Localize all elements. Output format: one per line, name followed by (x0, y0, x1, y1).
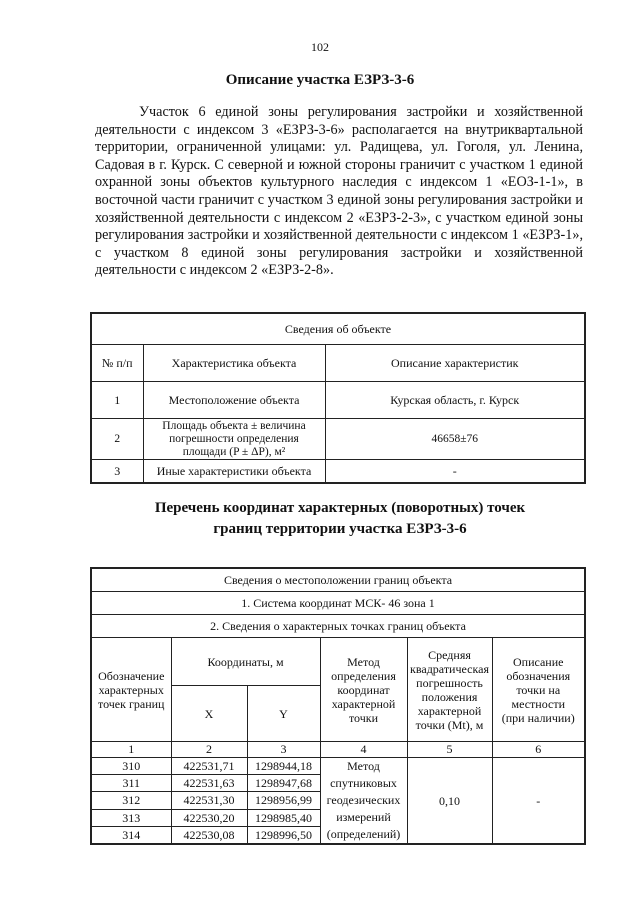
header-point-description (492, 638, 585, 742)
row-characteristic (143, 419, 325, 460)
header-x: X (171, 686, 247, 742)
header-line: Обозначение (98, 668, 165, 683)
x-value: 422530,20 (171, 809, 247, 826)
header-line: определения (331, 668, 396, 683)
header-line: точки (348, 710, 379, 725)
header-line: положения (421, 689, 478, 704)
y-value: 1298996,50 (247, 826, 320, 844)
x-value: 422531,63 (171, 775, 247, 792)
coord-system-caption: 1. Система координат МСК- 46 зона 1 (91, 592, 585, 615)
row-description: - (325, 460, 585, 484)
column-number: 3 (247, 742, 320, 758)
header-coordinates: Координаты, м (171, 638, 320, 686)
column-number: 2 (171, 742, 247, 758)
method-line: (определений) (326, 827, 401, 841)
column-number: 4 (320, 742, 407, 758)
column-number: 1 (91, 742, 171, 758)
point-id: 310 (91, 758, 171, 775)
y-value: 1298985,40 (247, 809, 320, 826)
char-line: погрешности определения (169, 432, 299, 445)
header-description: Описание характеристик (325, 345, 585, 382)
column-number: 6 (492, 742, 585, 758)
method-line: Метод (347, 759, 380, 773)
error-value: 0,10 (407, 758, 492, 845)
header-line: характерной (331, 696, 396, 711)
point-id: 314 (91, 826, 171, 844)
header-characteristic: Характеристика объекта (143, 345, 325, 382)
page-number: 102 (311, 40, 329, 54)
header-line: Средняя (428, 647, 471, 662)
row-number: 2 (91, 419, 143, 460)
header-line: обозначения (506, 668, 571, 683)
header-line: точки на (516, 682, 561, 697)
x-value: 422531,30 (171, 792, 247, 809)
char-line: площади (P ± ΔP), м² (182, 445, 286, 458)
list-title-line: Перечень координат характерных (поворотных) точек (154, 500, 526, 516)
point-id: 311 (91, 775, 171, 792)
y-value: 1298947,68 (247, 775, 320, 792)
header-line: координат (337, 682, 390, 697)
x-value: 422531,71 (171, 758, 247, 775)
header-line: местности (511, 696, 565, 711)
header-error (407, 638, 492, 742)
row-number: 3 (91, 460, 143, 484)
header-line: погрешность (416, 675, 483, 690)
y-value: 1298944,18 (247, 758, 320, 775)
coordinates-table (90, 567, 586, 845)
section-title: Описание участка ЕЗРЗ-3-6 (225, 72, 415, 88)
coordinates-list-title (0, 498, 640, 540)
method-cell (320, 758, 407, 845)
object-info-table (90, 312, 586, 484)
header-method (320, 638, 407, 742)
header-line: квадратическая (410, 661, 489, 676)
method-line: измерений (336, 810, 391, 824)
method-line: геодезических (326, 793, 401, 807)
header-line: точек границ (98, 696, 165, 711)
column-number: 5 (407, 742, 492, 758)
header-line: Метод (347, 654, 380, 669)
points-caption: 2. Сведения о характерных точках границ объекта (91, 615, 585, 638)
list-title-line: границ территории участка ЕЗРЗ-3-6 (213, 521, 467, 537)
header-line: точки (Mt), м (415, 717, 484, 732)
point-id: 312 (91, 792, 171, 809)
header-line: (при наличии) (501, 710, 575, 725)
header-y: Y (247, 686, 320, 742)
y-value: 1298956,99 (247, 792, 320, 809)
row-characteristic: Иные характеристики объекта (143, 460, 325, 484)
object-table-caption: Сведения об объекте (91, 313, 585, 345)
row-characteristic: Местоположение объекта (143, 382, 325, 419)
header-line: характерной (417, 703, 482, 718)
row-number: 1 (91, 382, 143, 419)
row-description: Курская область, г. Курск (325, 382, 585, 419)
header-number: № п/п (91, 345, 143, 382)
description-paragraph: Участок 6 единой зоны регулирования застройки и хозяйственной деятельности с индексом 3 «ЕЗРЗ-3-6» располагается на внутриквартальной территории, ограниченной улицами: ул. Радищева, ул. Гоголя, ул. Ленина, Садовая в г. Курск. С северной и южной стороны граничит с участком 1 единой охранной зоны объектов культурного наследия с индексом 1 «ЕОЗ-1-1», в восточной части граничит с участком 3 единой зоны регулирования застройки и хозяйственной деятельности с индексом 2 «ЕЗРЗ-2-3», с участком единой зоны регулирования застройки и хозяйственной деятельности с индексом 1 «ЕЗРЗ-1», с участком 8 единой зоны регулирования застройки и хозяйственной деятельности с индексом 2 «ЕЗРЗ-2-8». (95, 104, 583, 279)
header-point-designation (91, 638, 171, 742)
method-line: спутниковых (330, 776, 397, 790)
description-value: - (492, 758, 585, 845)
location-caption: Сведения о местоположении границ объекта (91, 568, 585, 592)
x-value: 422530,08 (171, 826, 247, 844)
header-line: характерных (98, 682, 164, 697)
point-id: 313 (91, 809, 171, 826)
char-line: Площадь объекта ± величина (162, 419, 306, 432)
row-description: 46658±76 (325, 419, 585, 460)
header-line: Описание (513, 654, 564, 669)
